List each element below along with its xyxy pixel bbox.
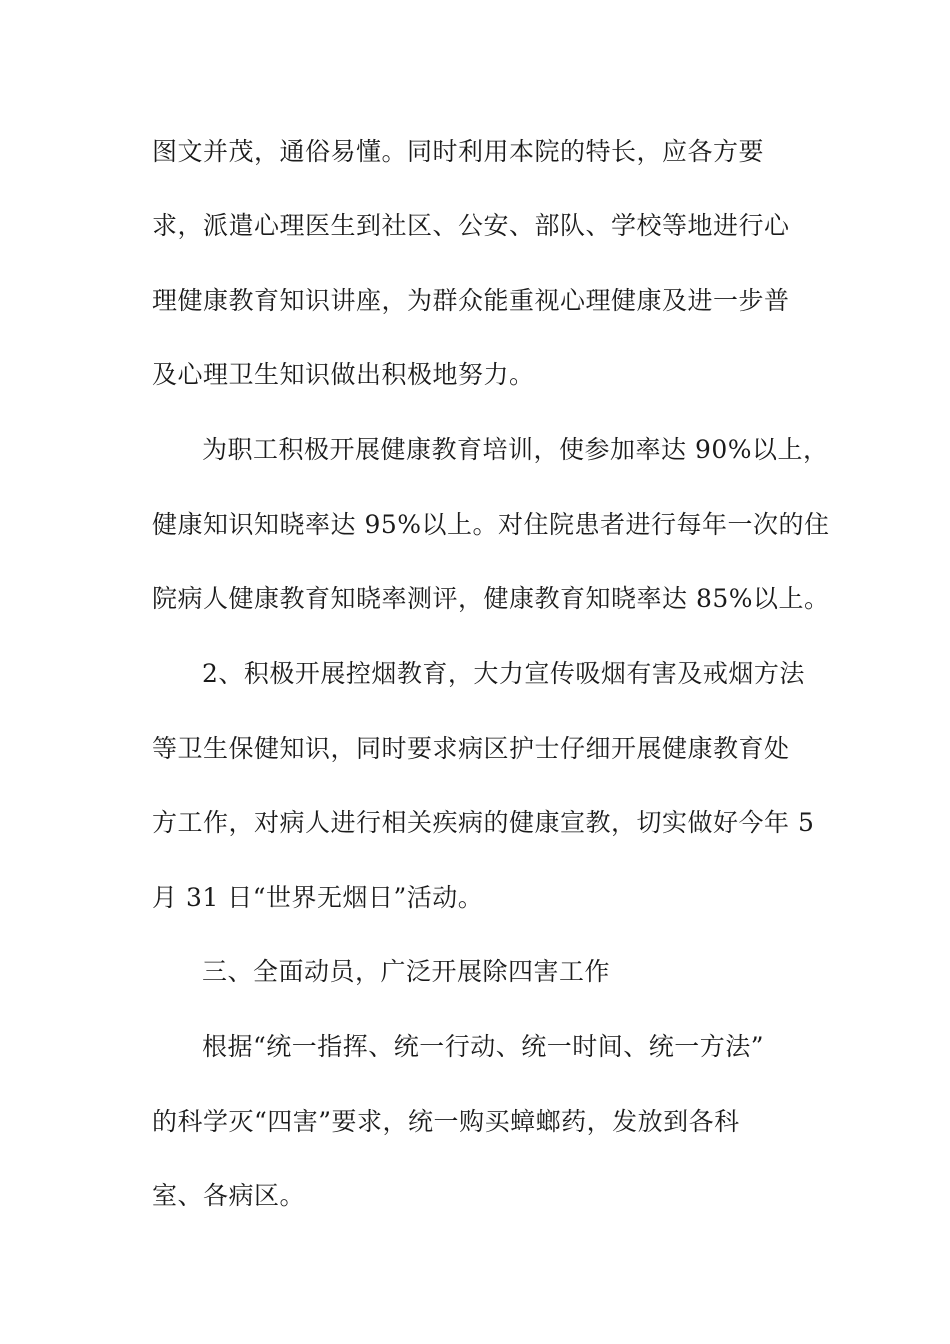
paragraph-line: 2、积极开展控烟教育，大力宣传吸烟有害及戒烟方法 — [202, 659, 805, 688]
paragraph-line: 健康知识知晓率达 95%以上。对住院患者进行每年一次的住 — [152, 510, 830, 539]
paragraph-line: 为职工积极开展健康教育培训，使参加率达 90%以上， — [202, 435, 829, 464]
paragraph-line: 等卫生保健知识，同时要求病区护士仔细开展健康教育处 — [152, 734, 790, 763]
section-heading: 三、全面动员，广泛开展除四害工作 — [202, 957, 611, 986]
paragraph-line: 室、各病区。 — [152, 1181, 306, 1210]
paragraph-line: 图文并茂，通俗易懂。同时利用本院的特长，应各方要 — [152, 137, 765, 166]
paragraph-line: 求，派遣心理医生到社区、公安、部队、学校等地进行心 — [152, 211, 790, 240]
paragraph-line: 方工作，对病人进行相关疾病的健康宣教，切实做好今年 5 — [152, 808, 815, 837]
paragraph-line: 及心理卫生知识做出积极地努力。 — [152, 360, 535, 389]
paragraph-line: 的科学灭“四害”要求，统一购买蟑螂药，发放到各科 — [152, 1107, 740, 1136]
paragraph-line: 根据“统一指挥、统一行动、统一时间、统一方法” — [202, 1032, 765, 1061]
paragraph-line: 理健康教育知识讲座，为群众能重视心理健康及进一步普 — [152, 286, 790, 315]
paragraph-line: 院病人健康教育知晓率测评，健康教育知晓率达 85%以上。 — [152, 584, 830, 613]
paragraph-line: 月 31 日“世界无烟日”活动。 — [152, 883, 484, 912]
